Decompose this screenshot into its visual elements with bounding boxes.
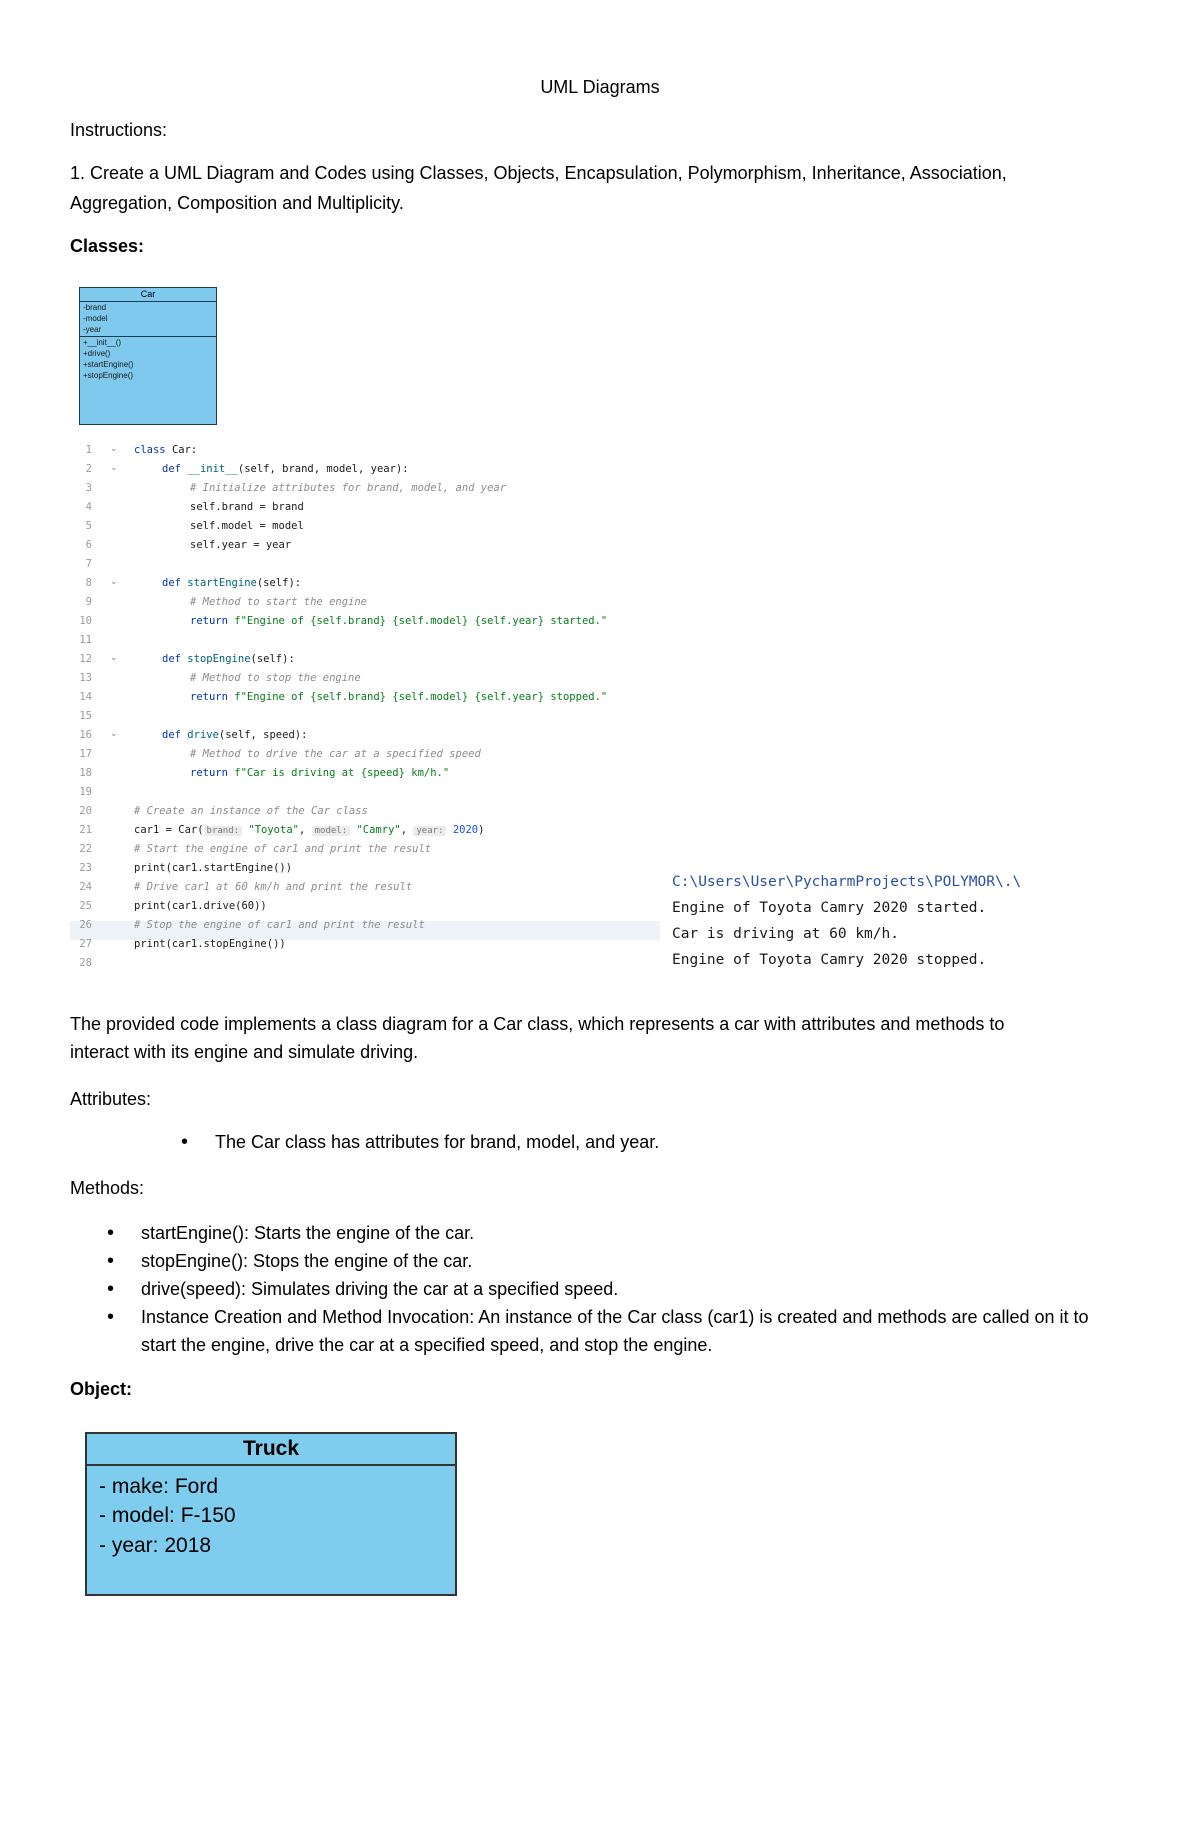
code-line[interactable]: [134, 881, 412, 893]
line-number: 12: [79, 653, 92, 665]
methods-label: Methods:: [70, 1178, 145, 1198]
line-number: 26: [79, 919, 92, 931]
description-line-2: interact with its engine and simulate driving.: [70, 1042, 419, 1062]
car-class-name: Car: [80, 288, 216, 302]
code-token: f"Engine of {self.brand} {self.model} {self.year} started.": [234, 615, 608, 627]
code-line[interactable]: [134, 938, 286, 950]
code-token: return: [190, 615, 235, 627]
line-number: 14: [79, 691, 92, 703]
code-token: def: [162, 653, 188, 665]
line-number: 3: [85, 482, 92, 494]
line-number: 18: [79, 767, 92, 779]
console-line: Engine of Toyota Camry 2020 stopped.: [672, 952, 987, 968]
line-number: 21: [79, 824, 92, 836]
code-token: car1 = Car(: [134, 824, 204, 836]
fold-chevron-icon[interactable]: ⌄: [110, 577, 118, 587]
code-token: return: [190, 767, 235, 779]
code-token: self.year = year: [190, 539, 292, 551]
code-token: def: [162, 463, 188, 475]
parameter-hint: year:: [413, 826, 446, 836]
methods-list-item: • startEngine(): Starts the engine of the car.: [141, 1219, 1121, 1247]
code-token: Car:: [171, 444, 198, 456]
line-number: 24: [79, 881, 92, 893]
code-token: self.brand = brand: [190, 501, 304, 513]
line-number: 23: [79, 862, 92, 874]
car-method: +stopEngine(): [83, 371, 134, 380]
line-number: 17: [79, 748, 92, 760]
code-token: # Method to stop the engine: [190, 672, 361, 684]
code-line[interactable]: [190, 672, 361, 684]
line-number: 9: [85, 596, 92, 608]
code-token: stopEngine: [187, 653, 251, 665]
code-token: # Start the engine of car1 and print the result: [134, 843, 432, 855]
methods-list-item: • drive(speed): Simulates driving the car at a specified speed.: [141, 1275, 1121, 1303]
code-line[interactable]: [134, 805, 368, 817]
code-editor: [70, 444, 670, 984]
truck-field: - year: 2018: [99, 1534, 212, 1557]
line-number: 5: [85, 520, 92, 532]
code-line[interactable]: [162, 463, 409, 475]
line-number: 7: [85, 558, 92, 570]
code-token: def: [162, 577, 188, 589]
code-line[interactable]: [190, 501, 304, 513]
line-number: 25: [79, 900, 92, 912]
code-line[interactable]: [162, 729, 307, 741]
code-token: # Method to start the engine: [190, 596, 368, 608]
code-token: (self, speed):: [218, 729, 308, 741]
code-line[interactable]: [190, 767, 449, 779]
methods-list-item: • Instance Creation and Method Invocation: An instance of the Car class (car1) is created and methods are called on it to start the engine, drive the car at a specified speed, and stop the engine.: [141, 1303, 1121, 1359]
line-number: 1: [85, 444, 92, 456]
code-token: startEngine: [187, 577, 257, 589]
code-token: ,: [298, 824, 306, 836]
code-token: class: [134, 444, 172, 456]
fold-chevron-icon[interactable]: ⌄: [110, 729, 118, 739]
instruction-line-1: 1. Create a UML Diagram and Codes using Classes, Objects, Encapsulation, Polymorphism, Inheritance, Association,: [70, 163, 1007, 183]
line-number: 10: [79, 615, 92, 627]
parameter-hint: brand:: [204, 826, 243, 836]
car-method: +drive(): [83, 349, 111, 358]
car-attribute: -year: [83, 325, 102, 334]
truck-field: - make: Ford: [99, 1475, 219, 1498]
attributes-list-item: • The Car class has attributes for brand, model, and year.: [215, 1128, 1115, 1156]
code-line[interactable]: [190, 596, 367, 608]
code-line[interactable]: [190, 520, 304, 532]
line-number: 19: [79, 786, 92, 798]
code-token: f"Car is driving at {speed} km/h.": [234, 767, 450, 779]
code-token: print(car1.startEngine()): [134, 862, 293, 874]
code-line[interactable]: [162, 577, 301, 589]
code-token: 2020: [452, 824, 479, 836]
code-line[interactable]: [190, 691, 607, 703]
line-number: 8: [85, 577, 92, 589]
car-method: +startEngine(): [83, 360, 134, 369]
code-token: print(car1.drive(60)): [134, 900, 267, 912]
code-line[interactable]: [134, 919, 425, 931]
code-token: (self, brand, model, year):: [237, 463, 409, 475]
instruction-line-2: Aggregation, Composition and Multiplicity.: [70, 193, 404, 213]
car-attributes-section: [80, 302, 216, 337]
code-line[interactable]: [162, 653, 295, 665]
car-uml-class-box: [79, 287, 217, 425]
code-line[interactable]: [190, 615, 607, 627]
console-line: Car is driving at 60 km/h.: [672, 926, 899, 942]
truck-object-name: Truck: [87, 1434, 455, 1466]
code-token: ,: [400, 824, 408, 836]
code-line[interactable]: [134, 900, 267, 912]
code-line[interactable]: [190, 539, 291, 551]
truck-field: - model: F-150: [99, 1504, 236, 1527]
attributes-label: Attributes:: [70, 1089, 152, 1109]
code-token: return: [190, 691, 235, 703]
code-line[interactable]: [190, 482, 506, 494]
code-token: # Drive car1 at 60 km/h and print the result: [134, 881, 413, 893]
code-token: "Camry": [356, 824, 401, 836]
description-line-1: The provided code implements a class diagram for a Car class, which represents a car with attributes and methods to: [70, 1014, 1005, 1034]
fold-chevron-icon[interactable]: ⌄: [110, 463, 118, 473]
code-token: __init__: [187, 463, 238, 475]
code-token: "Toyota": [248, 824, 299, 836]
fold-chevron-icon[interactable]: ⌄: [110, 653, 118, 663]
code-line[interactable]: [134, 444, 197, 456]
line-number: 4: [85, 501, 92, 513]
code-line[interactable]: [134, 843, 431, 855]
instructions-label: Instructions:: [70, 120, 168, 140]
car-method: +__init__(): [83, 338, 122, 347]
code-token: # Initialize attributes for brand, model, and year: [190, 482, 507, 494]
code-line[interactable]: [134, 824, 484, 836]
code-token: def: [162, 729, 188, 741]
line-number: 11: [79, 634, 92, 646]
line-number: 16: [79, 729, 92, 741]
code-token: # Method to drive the car at a specified speed: [190, 748, 481, 760]
code-line[interactable]: [190, 748, 481, 760]
page-title: UML Diagrams: [540, 77, 660, 97]
code-token: # Create an instance of the Car class: [134, 805, 368, 817]
car-attribute: -model: [83, 314, 108, 323]
car-attribute: -brand: [83, 303, 107, 312]
code-line[interactable]: [134, 862, 292, 874]
code-token: print(car1.stopEngine()): [134, 938, 286, 950]
code-token: # Stop the engine of car1 and print the result: [134, 919, 425, 931]
methods-list-item: • stopEngine(): Stops the engine of the car.: [141, 1247, 1121, 1275]
fold-chevron-icon[interactable]: ⌄: [110, 444, 118, 454]
code-token: (self):: [256, 577, 302, 589]
code-token: drive: [187, 729, 219, 741]
code-token: self.model = model: [190, 520, 304, 532]
line-number: 27: [79, 938, 92, 950]
console-path: C:\Users\User\PycharmProjects\POLYMOR\.\: [672, 874, 1022, 890]
line-number: 20: [79, 805, 92, 817]
car-methods-section: [80, 337, 216, 381]
line-number: 6: [85, 539, 92, 551]
console-line: Engine of Toyota Camry 2020 started.: [672, 900, 987, 916]
line-number: 2: [85, 463, 92, 475]
truck-uml-object-box: [85, 1432, 457, 1596]
line-number: 15: [79, 710, 92, 722]
line-number: 13: [79, 672, 92, 684]
code-token: ): [478, 824, 485, 836]
parameter-hint: model:: [312, 826, 351, 836]
code-token: f"Engine of {self.brand} {self.model} {self.year} stopped.": [234, 691, 608, 703]
line-number: 28: [79, 957, 92, 969]
classes-heading: Classes:: [70, 236, 145, 256]
code-token: (self):: [250, 653, 295, 665]
line-number: 22: [79, 843, 92, 855]
object-heading: Object:: [70, 1379, 133, 1399]
